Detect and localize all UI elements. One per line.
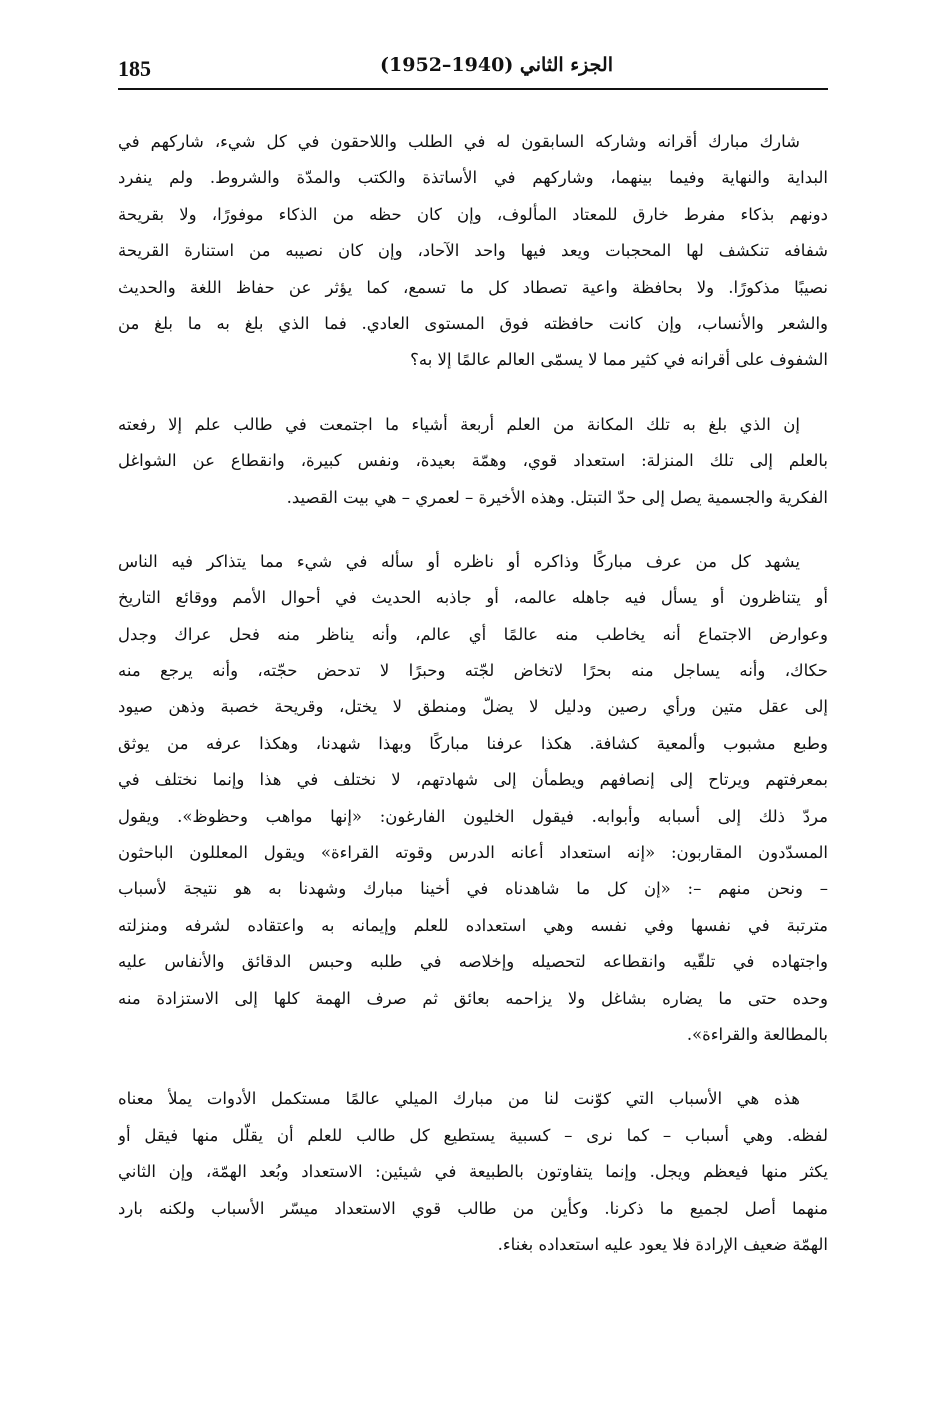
paragraph-3 [118, 544, 828, 1053]
text-line: واجتهاده في تلقّيه وانقطاعه لتحصيله وإخلاصه في طلبه وحبس الدقائق والأنفاس عليه [118, 952, 828, 972]
text-line: إلى عقل متين ورأي رصين ودليل لا يضلّ ومنطق لا يختل، وقريحة خصبة وذهن صيود [118, 697, 828, 717]
text-line: يكثر منها فيعظم ويجل. وإنما يتفاوتون بالطبيعة في شيئين: الاستعداد وبُعد الهمّة، وإن الثاني [118, 1162, 828, 1182]
text-line: وطبع مشبوب وألمعية كشافة. هكذا عرفنا مباركًا وبهذا شهدنا، وهكذا عرفه من يوثق [118, 733, 828, 753]
text-line: يشهد كل من عرف مباركًا وذاكره أو ناظره أو سأله في شيء مما يتذاكر فيه الناس [118, 551, 800, 571]
text-line: وحده حتى ما يضاره بشاغل ولا يزاحمه بعائق ثم صرف الهمة كلها إلى الاستزادة منه [118, 988, 828, 1008]
text-line: منهما أصل لجميع ما ذكرنا. وكأين من طالب قوي الاستعداد ميسّر الأسباب ولكنه بارد [118, 1198, 828, 1218]
text-line: لفظه. وهي أسباب – كما نرى – كسبية يستطيع كل طالب للعلم أن يقلّل منها فيقل أو [118, 1125, 828, 1145]
text-line: المسدّدون المقاربون: «إنه استعداد أعانه الدرس وقوته القراءة» ويقول المعللون الباحثون [118, 843, 828, 863]
header-rule [118, 88, 828, 90]
text-line: إن الذي بلغ به تلك المكانة من العلم أربعة أشياء ما اجتمعت في طالب علم إلا رفعته [118, 414, 800, 434]
text-line: هذه هي الأسباب التي كوّنت لنا من مبارك الميلي عالمًا مستكمل الأدوات يملأ معناه [118, 1089, 800, 1109]
text-line: دونهم بذكاء مفرط خارق للمعتاد المألوف، وإن كان حظه من الذكاء موفورًا، ولا بقريحة [118, 204, 828, 224]
text-line: أو يتناظرون أو يسأل فيه جاهله عالمه، أو جاذبه الحديث في أحوال الأمم ووقائع التاريخ [118, 588, 828, 608]
page-header [118, 52, 828, 92]
running-title: الجزء الثاني (1940–1952) [380, 54, 613, 76]
text-line: بالعلم إلى تلك المنزلة: استعداد قوي، وهمّة بعيدة، ونفس كبيرة، وانقطاع عن الشواغل [118, 451, 828, 471]
text-line: الشفوف على أقرانه في كثير مما لا يسمّى العالم عالمًا إلا به؟ [410, 350, 828, 370]
page-number: 185 [118, 56, 151, 81]
text-line: مترتبة في نفسها وفي نفسه وهي استعداده للعلم وإيمانه به واعتقاده لشرفه ومنزلته [118, 915, 828, 935]
text-line: حكاك، وأنه يساجل منه بحرًا لاتخاض لجّته وحبرًا لا تدحض حجّته، وأنه يرجع منه [118, 661, 828, 681]
text-line: – ونحن منهم –: «إن كل ما شاهدناه في أخينا مبارك وشهدنا به هو نتيجة لأسباب [118, 879, 828, 899]
text-line: والشعر والأنساب، وإن كانت حافظته فوق المستوى العادي. فما الذي بلغ به ما بلغ من [118, 313, 828, 333]
text-line: الهمّة ضعيف الإرادة فلا يعود عليه استعداده بغناء. [497, 1234, 828, 1254]
text-line: البداية والنهاية وفيما بينهما، وشاركهم في الأساتذة والكتب والمدّة والشروط. ولم ينفرد [118, 168, 828, 188]
text-line: بالمطالعة والقراءة». [686, 1024, 828, 1044]
text-line: شفافه تنكشف لها المحجبات ويعد فيها واحد الآحاد، وإن كان نصيبه من استنارة القريحة [118, 241, 828, 261]
text-line: نصيبًا مذكورًا. ولا بحافظة واعية تصطاد كل ما تسمع، كما يؤثر عن حفاظ اللغة والحديث [118, 277, 828, 297]
text-line: بمعرفتهم ويرتاح إلى إنصافهم ويطمأن إلى شهادتهم، لا نختلف في هذا وإنما نختلف في [118, 770, 828, 790]
body-text [118, 124, 828, 1291]
paragraph-1 [118, 124, 828, 379]
paragraph-4 [118, 1081, 828, 1263]
text-line: وعوارض الاجتماع أنه يخاطب منه عالمًا أي عالم، وأنه يناظر منه فحل عراك وجدل [118, 624, 828, 644]
text-line: شارك مبارك أقرانه وشاركه السابقون له في الطلب واللاحقون في كل شيء، شاركهم في [118, 132, 800, 151]
paragraph-2 [118, 407, 828, 516]
text-line: مردّ ذلك إلى أسبابه وأبوابه. فيقول الخليون الفارغون: «إنها مواهب وحظوظ». ويقول [118, 806, 828, 826]
text-line: الفكرية والجسمية يصل إلى حدّ التبتل. وهذه الأخيرة – لعمري – هي بيت القصيد. [286, 487, 828, 507]
